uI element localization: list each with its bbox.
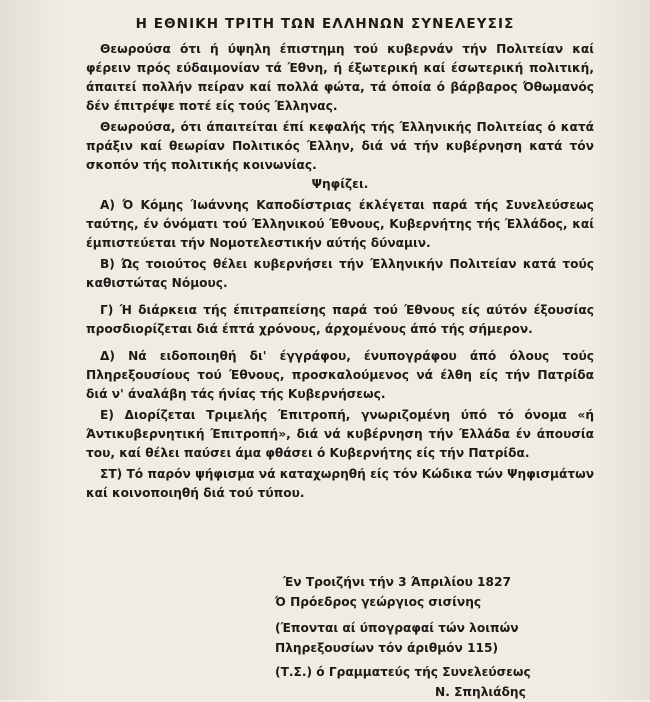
signature-note: (Έπονται αί ύπογραφαί τών λοιπών Πληρεξουσίων τόν άριθμόν 115) (275, 621, 519, 655)
article-b: Β) Ώς τοιούτος θέλει κυβερνήσει τήν Έλληνικήν Πολιτείαν κατά τούς καθιστώτας Νόμους. (86, 257, 594, 290)
signature-place-date: Έν Τροιζήνι τήν 3 Άπριλίου 1827 (283, 575, 511, 589)
document-body (86, 38, 594, 503)
signature-secretary-name: Ν. Σπηλιάδης (435, 685, 526, 699)
paragraph-preamble-2: Θεωρούσα, ότι άπαιτείται έπί κεφαλής τής Έλληνικής Πολιτείας ό κατά πράξιν καί θεωρίαν Πολιτικός Έλλην, διά νά τήν κυβέρνηση κατά τόν σκοπόν τής πολιτικής κοινωνίας. (86, 120, 594, 172)
paragraph-preamble-1: Θεωρούσα ότι ή ύψηλη έπιστημη τού κυβερνάν τήν Πολιτείαν καί φέρειν πρός εύδαιμονίαν τά Έθνη, ή έξωτερική καί έσωτερική πολιτική, άπαιτεί πολλήν πείραν καί πολλά φώτα, τά όποία ό βάρβαρος Όθωμανός δέν έπιτρέψε ποτέ είς τούς Έλληνας. (86, 42, 594, 113)
article-a: Α) Ό Κόμης Ίωάννης Καποδίστριας έκλέγεται παρά τής Συνελεύσεως ταύτης, έν όνόματι τού Έλληνικού Έθνους, Κυβερνήτης τής Έλλάδος, καί έμπιστεύεται τήν Νομοτελεστικήν αύτής δύναμιν. (86, 198, 594, 250)
resolution-heading: Ψηφίζει. (311, 177, 369, 191)
article-st: ΣΤ) Τό παρόν ψήφισμα νά καταχωρηθή είς τόν Κώδικα τών Ψηφισμάτων καί κοινοποιηθή διά τού τύπου. (86, 467, 594, 500)
signature-president: Ό Πρόεδρος γεώργιος σισίνης (275, 595, 482, 609)
article-d: Δ) Νά ειδοποιηθή δι' έγγράφου, ένυπογράφου άπό όλους τούς Πληρεξουσίους τού Έθνους, προσκαλούμενος νά έλθη είς τήν Πατρίδα διά ν' άναλάβη τάς ήνίας τής Κυβερνήσεως. (86, 349, 594, 401)
signature-block (275, 572, 615, 702)
signature-secretary: (Τ.Σ.) ό Γραμματεύς τής Συνελεύσεως (275, 665, 531, 679)
document-title: Η ΕΘΝΙΚΗ ΤΡΙΤΗ ΤΩΝ ΕΛΛΗΝΩΝ ΣΥΝΕΛΕΥΣΙΣ (135, 16, 515, 32)
article-c: Γ) Ή διάρκεια τής έπιτραπείσης παρά τού Έθνους είς αύτόν έξουσίας προσδιορίζεται διά έπτά χρόνους, άρχομένους άπό τής σήμερον. (86, 303, 594, 336)
article-e: Ε) Διορίζεται Τριμελής Έπιτροπή, γνωριζομένη ύπό τό όνομα «ή Άντικυβερνητική Έπιτροπή», διά νά κυβέρνηση τήν Έλλάδα έν άπουσία του, καί θέλει παύσει άμα φθάσει ό Κυβερνήτης είς τήν Πατρίδα. (86, 408, 594, 460)
